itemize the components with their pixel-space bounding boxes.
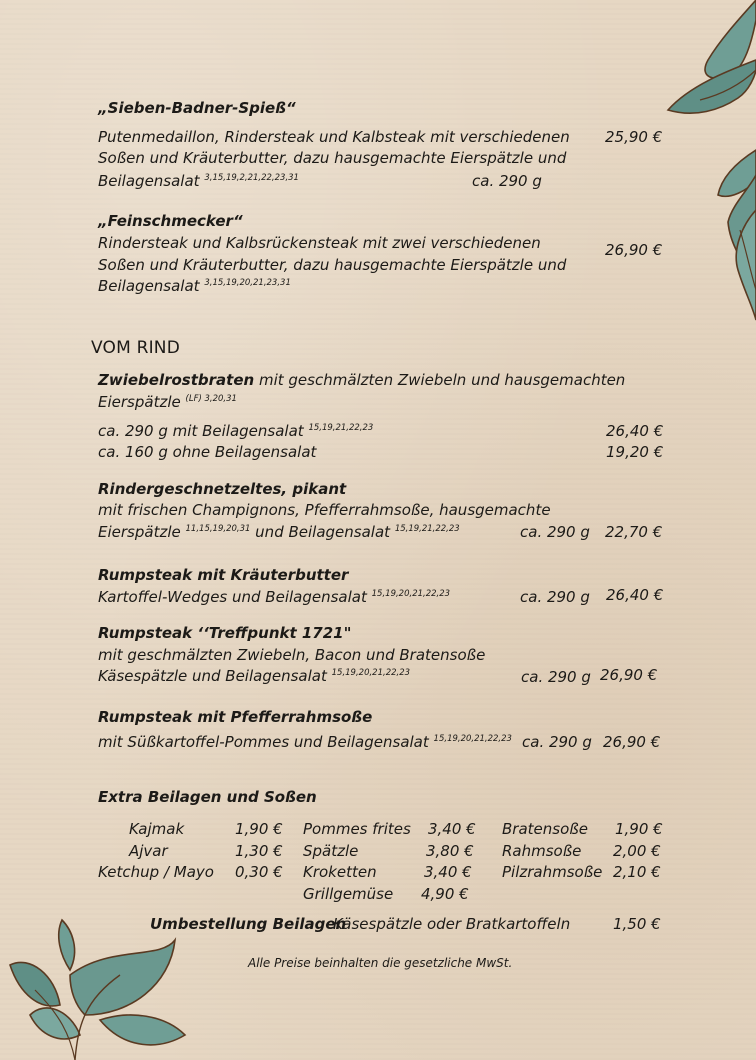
extra-item-price: 1,30 € [235,842,283,860]
dish-option-line: ca. 160 g ohne Beilagensalat [98,443,317,461]
dish-desc-line: mit frischen Champignons, Pfefferrahmsoße, hausgemachte [98,501,551,519]
dish-title-feinschmecker: „Feinschmecker“ [98,212,243,230]
extra-item-name: Ajvar [129,842,168,860]
dish-weight: ca. 290 g [520,588,590,606]
dish-desc-text: Käsespätzle und Beilagensalat [98,667,327,685]
extra-item-name: Ketchup / Mayo [98,863,214,881]
extra-item-price: 2,00 € [613,842,661,860]
dish-desc-text: Eierspätzle [98,523,181,541]
dish-desc-text: Beilagensalat [98,172,200,190]
dish-title-rindergeschnetzeltes: Rindergeschnetzeltes, pikant [98,480,347,498]
extra-item-name: Pommes frites [303,820,411,838]
extra-item-price: 1,90 € [235,820,283,838]
dish-desc-line: Rindersteak und Kalbsrückensteak mit zwei verschiedenen [98,234,541,252]
dish-desc-line [98,279,291,294]
dish-weight: ca. 290 g [520,523,590,541]
footer-vat-note: Alle Preise beinhalten die gesetzliche MwSt. [248,956,513,970]
allergen-codes: 15,19,21,22,23 [394,524,460,534]
extra-item-name: Kajmak [129,820,185,838]
extra-item-price: 3,80 € [426,842,474,860]
dish-price: 26,90 € [603,733,661,751]
dish-desc-line: mit geschmälzten Zwiebeln, Bacon und Bratensoße [98,646,486,664]
dish-title-rumpsteak-treffpunkt: Rumpsteak ‘‘Treffpunkt 1721" [98,624,352,642]
dish-title-rumpsteak-pfefferrahmsosse: Rumpsteak mit Pfefferrahmsoße [98,708,373,726]
dish-line-zwiebelrostbraten [98,373,625,388]
extra-item-price: 4,90 € [421,885,469,903]
extra-item-name: Kroketten [303,863,377,881]
dish-desc-text: Eierspätzle [98,393,181,411]
dish-price: 25,90 € [605,128,663,146]
allergen-codes: 3,15,19,20,21,23,31 [204,278,291,288]
dish-title-rumpsteak-kraeuterbutter: Rumpsteak mit Kräuterbutter [98,566,349,584]
dish-price: 26,90 € [605,241,663,259]
allergen-codes: 15,19,20,21,22,23 [331,668,411,678]
allergen-codes: 15,19,21,22,23 [308,423,374,433]
extra-item-name: Bratensoße [502,820,588,838]
leaf-decoration-bottom-left-icon [0,915,190,1060]
dish-desc-line [98,669,410,684]
dish-desc-text: Kartoffel-Wedges und Beilagensalat [98,588,367,606]
extras-heading: Extra Beilagen und Soßen [98,788,317,806]
umbestellung-text: Käsespätzle oder Bratkartoffeln [333,915,571,933]
extra-item-price: 1,90 € [615,820,663,838]
allergen-codes: 15,19,20,21,22,23 [433,734,512,744]
dish-desc-text: mit Süßkartoffel-Pommes und Beilagensalat [98,733,429,751]
dish-desc-line: Putenmedaillon, Rindersteak und Kalbsteak mit verschiedenen [98,128,570,146]
allergen-codes: 15,19,20,21,22,23 [371,589,451,599]
dish-weight: ca. 290 g [521,668,591,686]
extra-item-price: 3,40 € [424,863,472,881]
dish-option-line [98,424,373,439]
leaf-decoration-top-right-icon [660,0,756,330]
dish-option-text: ca. 290 g mit Beilagensalat [98,422,304,440]
dish-title-zwiebelrostbraten: Zwiebelrostbraten [98,371,255,389]
extra-item-price: 3,40 € [428,820,476,838]
extra-item-name: Grillgemüse [303,885,394,903]
dish-weight: ca. 290 g [522,733,592,751]
dish-desc-line: Soßen und Kräuterbutter, dazu hausgemachte Eierspätzle und [98,149,567,167]
dish-desc-line: Soßen und Kräuterbutter, dazu hausgemachte Eierspätzle und [98,256,567,274]
dish-desc-line [98,590,450,605]
dish-desc-line [98,174,299,189]
extra-item-price: 0,30 € [235,863,283,881]
section-heading-vom-rind: VOM RIND [91,338,181,358]
umbestellung-label: Umbestellung Beilagen [150,915,347,933]
dish-desc-text: und Beilagensalat [250,523,391,541]
dish-price: 26,40 € [606,422,664,440]
extra-item-name: Rahmsoße [502,842,582,860]
dish-weight: ca. 290 g [472,172,542,190]
dish-price: 19,20 € [606,443,664,461]
dish-desc-line [98,395,237,410]
allergen-codes: (LF) 3,20,31 [185,394,237,404]
dish-price: 22,70 € [605,523,663,541]
dish-title-sieben-badner-spiess: „Sieben-Badner-Spieß“ [98,99,296,117]
umbestellung-price: 1,50 € [613,915,661,933]
dish-desc-text: mit geschmälzten Zwiebeln und hausgemachten [254,371,626,389]
dish-desc-text: Beilagensalat [98,277,200,295]
extra-item-price: 2,10 € [613,863,661,881]
dish-price: 26,40 € [606,586,664,604]
dish-desc-line [98,525,460,540]
extra-item-name: Pilzrahmsoße [502,863,603,881]
dish-desc-line [98,735,512,750]
allergen-codes: 3,15,19,2,21,22,23,31 [204,173,299,183]
dish-price: 26,90 € [600,666,658,684]
extra-item-name: Spätzle [303,842,359,860]
allergen-codes: 11,15,19,20,31 [185,524,251,534]
